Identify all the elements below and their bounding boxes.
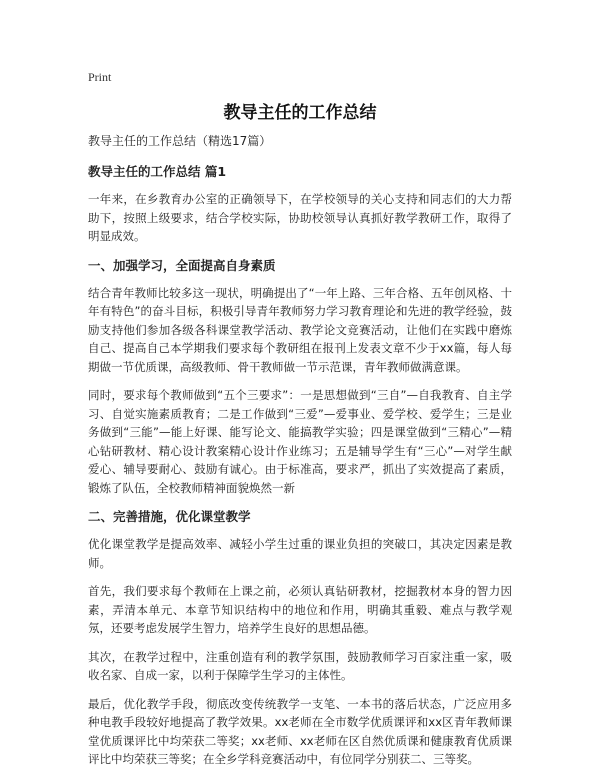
section2-paragraph-4: 最后，优化教学手段，彻底改变传统教学一支笔、一本书的落后状态，广泛应用多种电教手段较好地提高了教学效果。xx老师在全市数学优质课评和xx区青年教师课堂优质课评比中均荣获二等奖；xx老师、xx老师在区自然优质课和健康教育优质课评比中均荣获三等奖；在全乡学科竞赛活动中，有位同学分别获二、三等奖。 — [88, 696, 512, 766]
section1-paragraph-2: 同时，要求每个教师做到“五个三要求”：一是思想做到“三自”—自我教育、自主学习、自觉实施素质教育；二是工作做到“三爱”—爱事业、爱学校、爱学生；三是业务做到“三能”—能上好课、能写论文、能搞教学实验；四是课堂做到“三精心”—精心钻研教材、精心设计教案精心设计作业练习；五是辅导学生有“三心”—对学生献爱心、辅导要耐心、鼓励有诚心。由于标准高，要求严，抓出了实效提高了素质，锻炼了队伍，全校教师精神面貌焕然一新 — [88, 388, 512, 495]
document-body — [88, 132, 512, 779]
intro-paragraph: 一年来，在乡教育办公室的正确领导下，在学校领导的关心支持和同志们的大力帮助下，按照上级要求，结合学校实际，协助校领导认真抓好教学教研工作，取得了明显成效。 — [88, 192, 512, 243]
section2-paragraph-3: 其次，在教学过程中，注重创造有利的教学氛围，鼓励教师学习百家注重一家，吸收名家、自成一家，以利于保障学生学习的主体性。 — [88, 649, 512, 682]
section2-heading: 二、完善措施，优化课堂教学 — [88, 509, 251, 524]
section1-paragraph-1: 结合青年教师比较多这一现状，明确提出了“一年上路、三年合格、五年创风格、十年有特色”的奋斗目标，积极引导青年教师努力学习教育理论和先进的教学经验，鼓励支持他们参加各级各科课堂教学活动、教学论文竞赛活动，让他们在实践中磨炼自己、提高自己本学期我们要求每个教研组在报刊上发表文章不少于xx篇，每人每期做一节优质课，高级教师、骨干教师做一节示范课，青年教师做满意课。 — [88, 285, 512, 374]
print-link[interactable]: Print — [88, 70, 112, 84]
page-title: 教导主任的工作总结 — [223, 103, 377, 123]
section1-heading: 一、加强学习，全面提高自身素质 — [88, 257, 276, 273]
section2-paragraph-2: 首先，我们要求每个教师在上课之前，必须认真钻研教材，挖掘教材本身的智力因素，弄清本单元、本章节知识结构中的地位和作用，明确其重毅、难点与教学观氖，还要考虑发展学生智力，培养学生良好的思想品德。 — [88, 584, 512, 635]
document-subtitle: 教导主任的工作总结（精选17篇） — [88, 134, 272, 148]
chapter-heading: 教导主任的工作总结 篇1 — [88, 164, 227, 179]
section2-paragraph-1: 优化课堂教学是提高效率、减轻小学生过重的课业负担的突破口，其决定因素是教师。 — [88, 537, 512, 570]
